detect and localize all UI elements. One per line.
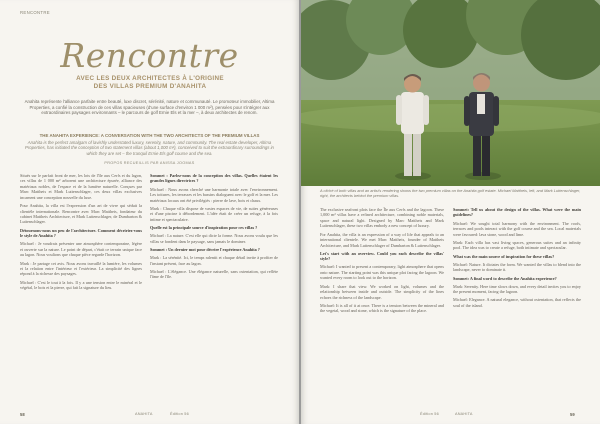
paragraph: Michael : L'élégance. Une élégance naturelle, sans ostentation, qui reflète l'âme de l'île. <box>150 268 278 280</box>
paragraph: Michael : Nous avons cherché une harmonie totale avec l'environnement. Les toitures, les terrasses et les bassins dialoguent avec le golf et la mer. Les matériaux locaux ont été privilégiés : pierre de lave, bois et chaux. <box>150 186 278 203</box>
intro-english: Anahita is the perfect amalgam of lavishly understated luxury, serenity, nature, and community. The real estate developer, Altima Properties, has initiated the conception of two statement villas (about 1,000 m²), conceived to suit the extraordinary surroundings in which they are set – the tranquil Ernie Els golf course and the sea. <box>25 140 274 156</box>
left-page <box>0 0 299 424</box>
question-text: Sommet : Un dernier mot pour décrire l'expérience Anahita ? <box>150 246 260 252</box>
page-number-right: 59 <box>570 412 575 417</box>
question <box>20 228 142 239</box>
question <box>453 276 581 281</box>
question <box>320 251 444 262</box>
right-column-1 <box>320 207 444 316</box>
paragraph: Michael : C'est le tout à la fois. Il y a une tension entre le minéral et le végétal, le bois et la pierre, qui fait la signature du lieu. <box>20 279 142 291</box>
subtitle <box>30 75 270 91</box>
question <box>150 247 278 252</box>
paragraph: Mark : Je partage cet avis. Nous avons travaillé la lumière, les volumes et la relation entre l'intérieur et l'extérieur. La simplicité des lignes répond à la richesse des paysages. <box>20 260 142 277</box>
paragraph: The exclusive seafront plots face the Île aux Cerfs and the lagoon. These 1,000 m² villas have a refined architecture, combining noble materials, space and natural light. Designed by Marc Mattheis and Mark Luttenschlager, these two villas embody a new concept of luxury. <box>320 207 444 229</box>
question-text: Sommet: Tell us about the design of the villas. What were the main guidelines? <box>453 207 581 218</box>
intro-french: Anahita représente l'alliance parfaite entre beauté, luxe discret, sérénité, nature et communauté. Le promoteur immobilier, Altima Properties, a confié la construction de ces villas spacieuses (d'une surface d'environ 1 000 m²), pensées pour s'intégrer aux extraordinaires paysages environnants – le parcours de golf Ernie Els et la mer –, à deux architectes de renom. <box>24 99 275 116</box>
intro-english-title: THE ANAHITA EXPERIENCE: A CONVERSATION WITH THE TWO ARCHITECTS OF THE PREMIUM VILLAS <box>39 133 260 138</box>
paragraph: Michael: Nature. It dictates the form. We wanted the villas to blend into the landscape, never to dominate it. <box>453 261 581 273</box>
left-column-2 <box>150 173 278 283</box>
footer-brand-left: ANAHITA <box>135 412 153 416</box>
question <box>453 254 581 259</box>
question-text: Sommet: A final word to describe the Anahita experience? <box>453 275 557 281</box>
footer-edition-left: Édition 56 <box>170 412 189 416</box>
paragraph: Mark: Each villa has vast living spaces, generous suites and an infinity pool. The idea was to create a refuge, both intimate and spectacular. <box>453 239 581 251</box>
paragraph: Michael: We sought total harmony with the environment. The roofs, terraces and pools interact with the golf course and the sea. Local materials were favoured: lava stone, wood and lime. <box>453 220 581 237</box>
paragraph: Pour Anahita, la villa est l'expression d'un art de vivre qui séduit la clientèle internationale. Rencontre avec Marc Mattheis, fondateur du cabinet Mattheis Architecture, et Mark Luttenschlager, de Dumbarton & Luttenschlager. <box>20 203 142 225</box>
footer-brand-right: ANAHITA <box>455 412 473 416</box>
paragraph: Michael: I wanted to present a contemporary, light atmosphere that opens onto nature. The starting point was this unique plot facing the lagoon. We wanted every room to look out to the horizon. <box>320 264 444 281</box>
subtitle-line-2: DES VILLAS PREMIUM D'ANAHITA <box>93 83 207 90</box>
section-rubric: RENCONTRE <box>20 10 50 15</box>
paragraph: Mark: I share that view. We worked on light, volumes and the relationship between inside and outside. The simplicity of the lines echoes the richness of the landscape. <box>320 283 444 300</box>
subtitle-line-1: AVEC LES DEUX ARCHITECTES À L'ORIGINE <box>76 75 224 82</box>
question-text: Sommet : Parlez-nous de la conception des villas. Quelles étaient les grandes lignes directrices ? <box>150 173 278 184</box>
paragraph: Michael : Je voudrais présenter une atmosphère contemporaine, légère et ouverte sur la nature. Le point de départ, c'était ce terrain unique face au lagon. Nous voulions que chaque pièce regarde l'horizon. <box>20 241 142 258</box>
photo-caption: A cliché of both villas and an artist's rendering shows the two premium villas on the Anahita golf estate. Michael Mattheis, left, and Mark Luttenschlager, right, the architects behind the premium villas. <box>320 188 581 198</box>
left-column-1 <box>20 173 142 293</box>
author-credit: PROPOS RECUEILLIS PAR ANISSA JOOMAS <box>104 161 195 165</box>
paragraph: Michael: Elegance. A natural elegance, without ostentation, that reflects the soul of the island. <box>453 297 581 308</box>
footer-edition-right: Édition 56 <box>420 412 439 416</box>
question <box>150 225 278 230</box>
paragraph: Mark : Chaque villa dispose de vastes espaces de vie, de suites généreuses et d'une piscine à débordement. L'idée était de créer un refuge, à la fois intime et spectaculaire. <box>150 205 278 222</box>
architects-photo <box>301 0 600 186</box>
question-text: Détournons-nous un peu de l'architecture. Comment décririez-vous le style de Anahita ? <box>20 227 142 239</box>
paragraph: Situés sur le parfait front de mer, les lots de l'île aux Cerfs et du lagon, ces villas de 1 000 m² arborent une architecture épurée, alliance des matériaux nobles, de l'espace et de la lumière naturelle. Conçues par Marc Mattheis et Mark Luttenschlager, ces deux villas exclusives incarnent une conception nouvelle du luxe. <box>20 173 142 200</box>
question-text: What was the main source of inspiration for these villas? <box>453 253 555 259</box>
question-text: Let's start with an overview. Could you each describe the villas' style? <box>320 250 444 262</box>
question-text: Quelle est la principale source d'inspiration pour ces villas ? <box>150 225 258 231</box>
paragraph: Michael: It is all of it at once. There is a tension between the mineral and the vegetal, wood and stone, which is the signature of the place. <box>320 302 444 314</box>
question <box>150 173 278 184</box>
page-title: Rencontre <box>60 36 239 75</box>
paragraph: For Anahita, the villa is an expression of a way of life that appeals to an international clientele. We met Marc Mattheis, founder of Mattheis Architecture, and Mark Luttenschlager of Dumbarton & Luttenschlager. <box>320 231 444 248</box>
paragraph: Mark: Serenity. Here time slows down, and every detail invites you to enjoy the present moment, facing the lagoon. <box>453 283 581 295</box>
question <box>453 207 581 218</box>
architects-photo-illustration <box>301 0 600 186</box>
right-column-2 <box>453 207 581 311</box>
page-number-left: 58 <box>20 412 25 417</box>
paragraph: Mark : La sérénité. Ici, le temps ralentit et chaque détail invite à profiter de l'instant présent, face au lagon. <box>150 255 278 266</box>
paragraph: Michael : La nature. C'est elle qui dicte la forme. Nous avons voulu que les villas se fondent dans le paysage, sans jamais le dominer. <box>150 233 278 244</box>
